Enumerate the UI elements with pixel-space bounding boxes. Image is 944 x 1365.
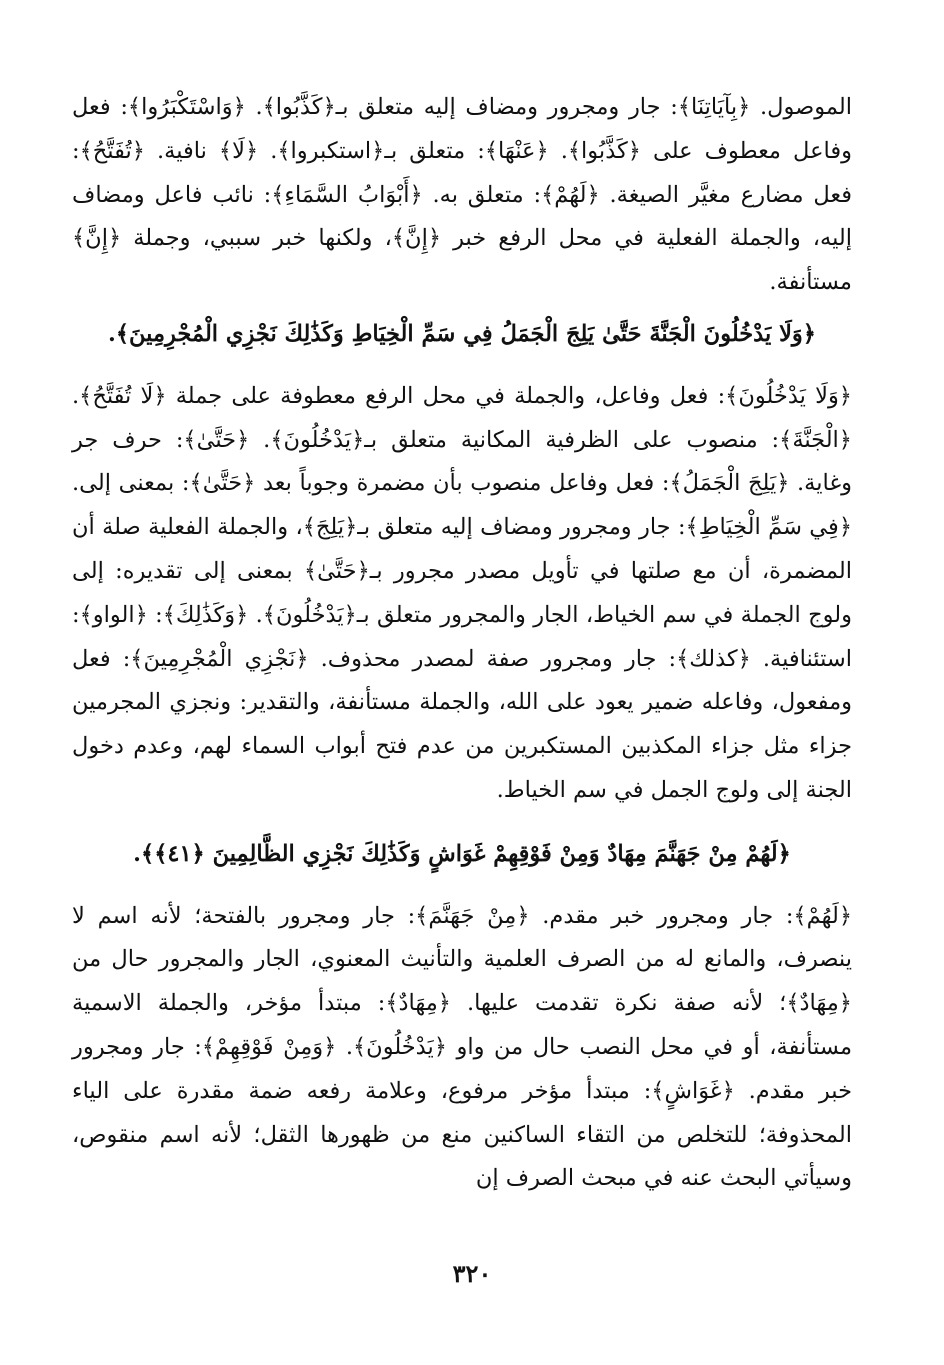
quran-verse-1: ﴿وَلَا يَدْخُلُونَ الْجَنَّةَ حَتَّىٰ يَلِجَ الْجَمَلُ فِي سَمِّ الْخِيَاطِ وَكَذَٰلِكَ نَجْزِي الْمُجْرِمِينَ﴾. <box>108 320 816 347</box>
page-number: ٣٢٠ <box>452 1259 492 1288</box>
paragraph-verse-2-grammar: ﴿لَهُمْ﴾: جار ومجرور خبر مقدم. ﴿مِنْ جَهَنَّمَ﴾: جار ومجرور بالفتحة؛ لأنه اسم لا ينصرف، والمانع له من الصرف العلمية والتأنيث المعنوي، الجار والمجرور حال من ﴿مِهَادٌ﴾؛ لأنه صفة نكرة تقدمت عليها. ﴿مِهَادٌ﴾: مبتدأ مؤخر، والجملة الاسمية مستأنفة، أو في محل النصب حال من واو ﴿يَدْخُلُونَ﴾. ﴿وَمِنْ فَوْقِهِمْ﴾: جار ومجرور خبر مقدم. ﴿غَوَاشٍ﴾: مبتدأ مؤخر مرفوع، وعلامة رفعه ضمة مقدرة على الياء المحذوفة؛ للتخلص من التقاء الساكنين منع من ظهورها الثقل؛ لأنه اسم منقوص، وسيأتي البحث عنه في مبحث الصرف إن <box>72 902 852 1192</box>
paragraph-verse-1-grammar: ﴿وَلَا يَدْخُلُونَ﴾: فعل وفاعل، والجملة في محل الرفع معطوفة على جملة ﴿لَا تُفَتَّحُ﴾. ﴿الْجَنَّةَ﴾: منصوب على الظرفية المكانية متعلق بـ﴿يَدْخُلُونَ﴾. ﴿حَتَّىٰ﴾: حرف جر وغاية. ﴿يَلِجَ الْجَمَلُ﴾: فعل وفاعل منصوب بأن مضمرة وجوباً بعد ﴿حَتَّىٰ﴾: بمعنى إلى. ﴿فِي سَمِّ الْخِيَاطِ﴾: جار ومجرور ومضاف إليه متعلق بـ﴿يَلِجَ﴾، والجملة الفعلية صلة أن المضمرة، أن مع صلتها في تأويل مصدر مجرور بـ﴿حَتَّىٰ﴾ بمعنى إلى تقديره: إلى ولوج الجملة في سم الخياط، الجار والمجرور متعلق بـ﴿يَدْخُلُونَ﴾. ﴿وَكَذَٰلِكَ﴾: ﴿الواو﴾: استئنافية. ﴿كذلك﴾: جار ومجرور صفة لمصدر محذوف. ﴿نَجْزِي الْمُجْرِمِينَ﴾: فعل ومفعول، وفاعله ضمير يعود على الله، والجملة مستأنفة، والتقدير: ونجزي المجرمين جزاء مثل جزاء المكذبين المستكبرين من عدم فتح أبواب السماء لهم، وعدم دخول الجنة إلى ولوج الجمل في سم الخياط. <box>72 382 852 803</box>
paragraph-continuation: الموصول. ﴿بِآيَاتِنَا﴾: جار ومجرور ومضاف إليه متعلق بـ﴿كَذَّبُوا﴾. ﴿وَاسْتَكْبَرُوا﴾: فعل وفاعل معطوف على ﴿كَذَّبُوا﴾. ﴿عَنْهَا﴾: متعلق بـ﴿استكبروا﴾. ﴿لَا﴾ نافية. ﴿تُفَتَّحُ﴾: فعل مضارع مغيَّر الصيغة. ﴿لَهُمْ﴾: متعلق به. ﴿أَبْوَابُ السَّمَاءِ﴾: نائب فاعل ومضاف إليه، والجملة الفعلية في محل الرفع خبر ﴿إِنَّ﴾، ولكنها خبر سببي، وجملة ﴿إِنَّ﴾ مستأنفة. <box>72 94 852 296</box>
quran-verse-2: ﴿لَهُمْ مِنْ جَهَنَّمَ مِهَادٌ وَمِنْ فَوْقِهِمْ غَوَاشٍ وَكَذَٰلِكَ نَجْزِي الظَّالِمِينَ ﴿٤١﴾﴾. <box>133 840 791 867</box>
